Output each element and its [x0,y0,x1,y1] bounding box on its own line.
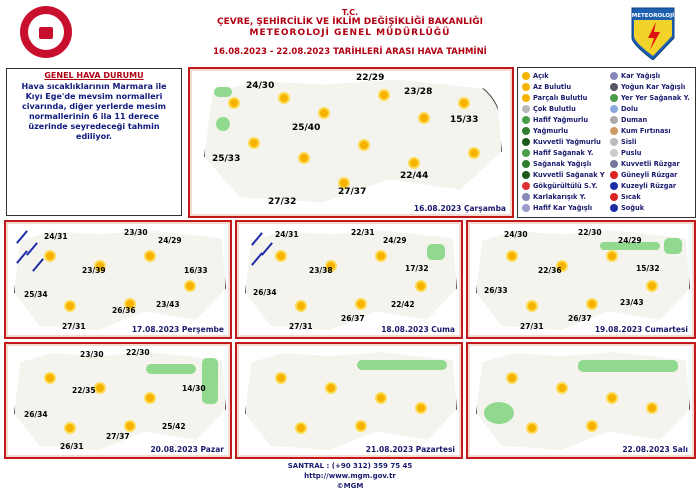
map-day-17 [4,220,232,339]
legend-symbol-icon [610,204,618,212]
legend-symbol-icon [610,105,618,113]
map-date: 20.08.2023 Pazar [150,445,224,454]
legend-item [522,116,588,125]
legend-item [522,171,605,180]
map-date: 18.08.2023 Cuma [381,325,455,334]
legend-label: Yoğun Kar Yağışlı [621,83,686,91]
temp-label: 24/30 [246,81,275,91]
temp-label: 14/30 [182,384,206,393]
legend-symbol-icon [610,149,618,157]
temp-label: 27/32 [268,197,297,207]
temp-label: 26/34 [253,288,277,297]
temp-label: 22/29 [356,73,385,83]
temp-label: 22/30 [578,228,602,237]
temp-label: 24/31 [44,232,68,241]
legend-symbol-icon [610,171,618,179]
temp-label: 23/28 [404,87,433,97]
legend-symbol-icon [610,193,618,201]
legend-item [610,149,641,158]
legend-symbol-icon [522,127,530,135]
legend-label: Gökgürültülü S.Y. [533,182,598,190]
legend-label: Dolu [621,105,638,113]
legend-item [610,138,636,147]
legend-symbol-icon [522,105,530,113]
legend-item [522,160,591,169]
legend-symbol-icon [522,138,530,146]
temp-label: 22/44 [400,171,429,181]
legend-item [522,193,586,202]
legend-label: Kuvvetli Rüzgar [621,160,680,168]
temp-label: 27/31 [62,322,86,331]
map-day-22 [466,342,696,459]
legend-label: Hafif Sağanak Y. [533,149,594,157]
legend-label: Yer Yer Sağanak Y. [621,94,690,102]
legend-label: Puslu [621,149,642,157]
temp-label: 26/37 [341,314,365,323]
map-day-19 [466,220,696,339]
legend-item [522,138,601,147]
legend-item [522,72,549,81]
temp-label: 23/39 [82,266,106,275]
map-date: 17.08.2023 Perşembe [131,325,224,334]
legend-label: Sisli [621,138,637,146]
legend-symbol-icon [522,72,530,80]
temp-label: 24/30 [504,230,528,239]
legend-symbol-icon [610,160,618,168]
general-weather-panel [6,68,182,216]
legend-symbol-icon [522,94,530,102]
legend-label: Az Bulutlu [533,83,572,91]
map-day-18 [235,220,463,339]
legend-symbol-icon [522,182,530,190]
header [0,0,700,66]
svg-text:METEOROLOJİ: METEOROLOJİ [631,13,675,19]
temp-label: 15/32 [636,264,660,273]
legend-label: Güneyli Rüzgar [621,171,678,179]
map-day-20 [4,342,232,459]
legend-label: Kar Yağışlı [621,72,661,80]
legend-item [610,83,685,92]
temp-label: 22/35 [72,386,96,395]
legend-label: Karlakarışık Y. [533,193,586,201]
legend-label: Sıcak [621,193,641,201]
legend-item [522,83,571,92]
legend-label: Soğuk [621,204,645,212]
legend-symbol-icon [610,83,618,91]
temp-label: 23/43 [156,300,180,309]
temp-label: 15/33 [450,115,479,125]
temp-label: 16/33 [184,266,208,275]
temp-label: 27/37 [338,187,367,197]
temp-label: 22/36 [538,266,562,275]
legend-label: Kuzeyli Rüzgar [621,182,677,190]
footer-url[interactable]: http://www.mgm.gov.tr [304,472,396,480]
legend-symbol-icon [610,182,618,190]
temp-label: 23/38 [309,266,333,275]
legend-item [610,204,644,213]
legend-item [610,127,671,136]
header-ministry: ÇEVRE, ŞEHİRCİLİK VE İKLİM DEĞİŞİKLİĞİ BAKANLIĞI [217,17,483,27]
map-date: 16.08.2023 Çarşamba [413,204,506,213]
legend-symbol-icon [522,116,530,124]
legend-item [522,105,576,114]
legend-label: Kum Fırtınası [621,127,671,135]
legend-label: Sağanak Yağışlı [533,160,592,168]
legend-label: Açık [533,72,549,80]
temp-label: 17/32 [405,264,429,273]
map-date: 22.08.2023 Salı [622,445,688,454]
general-weather-title: GENEL HAVA DURUMU [44,71,144,80]
ministry-logo-icon [20,6,72,58]
legend-symbol-icon [610,72,618,80]
legend-symbol-icon [522,204,530,212]
temp-label: 26/33 [484,286,508,295]
legend-item [522,149,593,158]
temp-label: 23/30 [124,228,148,237]
legend-symbol-icon [522,149,530,157]
legend-symbol-icon [522,193,530,201]
legend-item [610,94,690,103]
temp-label: 22/42 [391,300,415,309]
temp-label: 22/31 [351,228,375,237]
map-day-21 [235,342,463,459]
temp-label: 27/31 [289,322,313,331]
legend-item [522,94,587,103]
temp-label: 24/31 [275,230,299,239]
legend-item [610,193,641,202]
legend-symbol-icon [522,83,530,91]
legend-symbol-icon [610,94,618,102]
legend-item [522,204,592,213]
map-date: 21.08.2023 Pazartesi [365,445,455,454]
footer-phone: SANTRAL : (+90 312) 359 75 45 [287,462,413,470]
legend-label: Kuvvetli Yağmurlu [533,138,601,146]
temp-label: 24/29 [618,236,642,245]
legend-label: Yağmurlu [533,127,569,135]
legend-label: Duman [621,116,648,124]
temp-label: 24/29 [158,236,182,245]
temp-label: 25/40 [292,123,321,133]
legend-item [522,127,568,136]
legend-label: Kuvvetli Sağanak Y [533,171,605,179]
temp-label: 26/34 [24,410,48,419]
general-weather-text: Hava sıcaklıklarının Marmara ile Kıyı Ege'de mevsim normalleri civarında, diğer yerlerde mesim normallerinin 6 ila 11 derece üzerinde seyredeceği tahmin ediliyor. [21,82,167,141]
temp-label: 24/29 [383,236,407,245]
legend-item [610,171,677,180]
turkey-land [204,77,502,205]
legend-symbol-icon [610,138,618,146]
temp-label: 25/42 [162,422,186,431]
temp-label: 23/30 [80,350,104,359]
temp-label: 25/34 [24,290,48,299]
legend-item [522,182,598,191]
map-main [188,67,514,218]
legend-label: Hafif Yağmurlu [533,116,589,124]
legend-item [610,105,638,114]
legend-label: Hafif Kar Yağışlı [533,204,593,212]
temp-label: 25/33 [212,154,241,164]
legend-item [610,182,676,191]
legend-panel [517,67,696,218]
header-line1: T.C. [341,8,359,17]
legend-item [610,72,660,81]
temp-label: 27/31 [520,322,544,331]
temp-label: 23/43 [620,298,644,307]
meteoroloji-logo-icon [630,4,676,60]
legend-symbol-icon [522,160,530,168]
legend-symbol-icon [610,127,618,135]
footer-copyright: ©MGM [336,482,364,490]
legend-item [610,116,647,125]
temp-label: 26/36 [112,306,136,315]
header-directorate: METEOROLOJİ GENEL MÜDÜRLÜĞÜ [249,28,451,38]
temp-label: 27/37 [106,432,130,441]
legend-item [610,160,680,169]
temp-label: 22/30 [126,348,150,357]
legend-label: Parçalı Bulutlu [533,94,588,102]
legend-label: Çok Bulutlu [533,105,576,113]
temp-label: 26/37 [568,314,592,323]
legend-symbol-icon [522,171,530,179]
map-date: 19.08.2023 Cumartesi [594,325,688,334]
temp-label: 26/31 [60,442,84,451]
legend-symbol-icon [610,116,618,124]
forecast-range-title: 16.08.2023 - 22.08.2023 TARİHLERİ ARASI HAVA TAHMİNİ [213,47,487,57]
